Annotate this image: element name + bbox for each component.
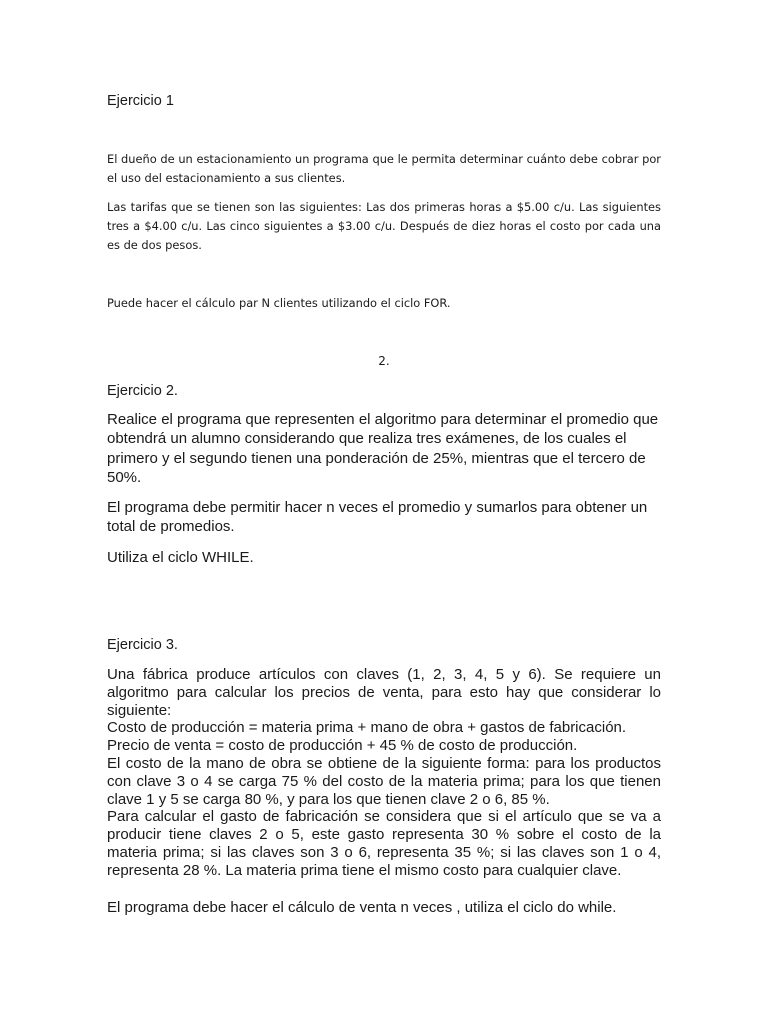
ejercicio-1-paragraph-3: Puede hacer el cálculo par N clientes utilizando el ciclo FOR. [107, 296, 451, 310]
ejercicio-3-paragraph-6: El programa debe hacer el cálculo de venta n veces , utiliza el ciclo do while. [107, 899, 617, 916]
ejercicio-3-title: Ejercicio 3. [107, 637, 178, 653]
ejercicio-2-paragraph-3: Utiliza el ciclo WHILE. [107, 549, 254, 566]
ejercicio-2-paragraph-2: El programa debe permitir hacer n veces el promedio y sumarlos para obtener un total de promedios. [107, 499, 648, 536]
page-number: 2. [378, 354, 390, 368]
ejercicio-3-paragraph-4: El costo de la mano de obra se obtiene de la siguiente forma: para los productos con clave 3 o 4 se carga 75 % del costo de la materia prima; para los que tienen clave 1 y 5 se carga 80 %, y para los que tienen clave 2 o 6, 85 %. [107, 754, 661, 808]
ejercicio-3-paragraph-3: Precio de venta = costo de producción + 45 % de costo de producción. [107, 737, 578, 755]
ejercicio-1-title: Ejercicio 1 [107, 93, 174, 109]
ejercicio-3-paragraph-5: Para calcular el gasto de fabricación se considera que si el artículo que se va a producir tiene claves 2 o 5, este gasto representa 30 % sobre el costo de la materia prima; si las claves son 3 o 6, representa 35 %; si las claves son 1 o 4, representa 28 %. La materia prima tiene el mismo costo para cualquier clave. [107, 808, 661, 879]
ejercicio-1-paragraph-2: Las tarifas que se tienen son las siguientes: Las dos primeras horas a $5.00 c/u. Las siguientes tres a $4.00 c/u. Las cinco siguientes a $3.00 c/u. Después de diez horas el costo por cada una es de dos pesos. [107, 200, 661, 252]
ejercicio-2-paragraph-1: Realice el programa que representen el algoritmo para determinar el promedio que obtendrá un alumno considerando que realiza tres exámenes, de los cuales el primero y el segundo tienen una ponderación de 25%, mientras que el tercero de 50%. [107, 411, 659, 486]
ejercicio-1-paragraph-1: El dueño de un estacionamiento un programa que le permita determinar cuánto debe cobrar por el uso del estacionamiento a sus clientes. [107, 152, 661, 185]
ejercicio-3-body [107, 666, 661, 880]
ejercicio-3-paragraph-1: Una fábrica produce artículos con claves (1, 2, 3, 4, 5 y 6). Se requiere un algoritmo para calcular los precios de venta, para esto hay que considerar lo siguiente: [107, 666, 661, 719]
ejercicio-3-paragraph-2: Costo de producción = materia prima + mano de obra + gastos de fabricación. [107, 719, 627, 737]
ejercicio-2-title: Ejercicio 2. [107, 383, 178, 399]
